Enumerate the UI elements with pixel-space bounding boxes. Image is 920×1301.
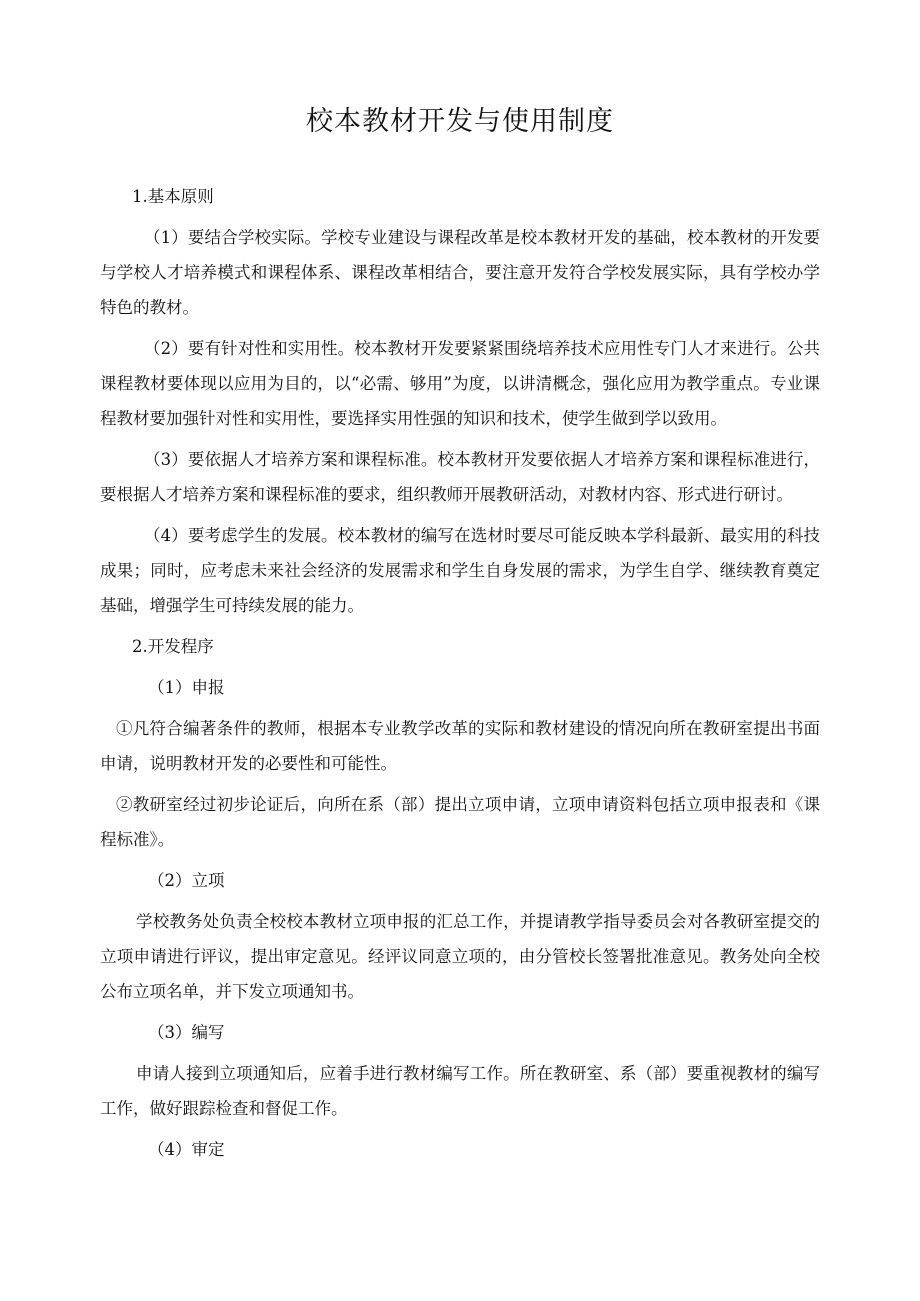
principle-paragraph-3: （3）要依据人才培养方案和课程标准。校本教材开发要依据人才培养方案和课程标准进行，要根据人才培养方案和课程标准的要求，组织教师开展教研活动，对教材内容、形式进行研讨。	[100, 450, 820, 504]
document-body	[100, 179, 820, 1173]
application-paragraph-2: ②教研室经过初步论证后，向所在系（部）提出立项申请，立项申请资料包括立项申报表和《课程标准》。	[100, 795, 820, 849]
principle-paragraph-4: （4）要考虑学生的发展。校本教材的编写在选材时要尽可能反映本学科最新、最实用的科技成果；同时，应考虑未来社会经济的发展需求和学生自身发展的需求，为学生自学、继续教育奠定基础，增强学生可持续发展的能力。	[100, 526, 820, 615]
principle-paragraph-2: （2）要有针对性和实用性。校本教材开发要紧紧围绕培养技术应用性专门人才来进行。公共课程教材要体现以应用为目的，以“必需、够用”为度，以讲清概念，强化应用为教学重点。专业课程教材要加强针对性和实用性，要选择实用性强的知识和技术，使学生做到学以致用。	[100, 339, 820, 428]
application-paragraph-1: ①凡符合编著条件的教师，根据本专业教学改革的实际和教材建设的情况向所在教研室提出书面申请，说明教材开发的必要性和可能性。	[100, 719, 820, 773]
subheading-application: （1）申报	[148, 678, 225, 697]
subheading-project-approval: （2）立项	[148, 871, 225, 890]
principle-paragraph-1: （1）要结合学校实际。学校专业建设与课程改革是校本教材开发的基础，校本教材的开发要与学校人才培养模式和课程体系、课程改革相结合，要注意开发符合学校发展实际，具有学校办学特色的教材。	[100, 228, 820, 317]
subheading-review: （4）审定	[148, 1140, 225, 1159]
section-heading-development-procedure: 2.开发程序	[132, 637, 214, 656]
section-heading-basic-principles: 1.基本原则	[132, 187, 214, 206]
document-title: 校本教材开发与使用制度	[306, 106, 614, 137]
approval-paragraph: 学校教务处负责全校校本教材立项申报的汇总工作，并提请教学指导委员会对各教研室提交的立项申请进行评议，提出审定意见。经评议同意立项的，由分管校长签署批准意见。教务处向全校公布立项名单，并下发立项通知书。	[100, 912, 820, 1001]
subheading-writing: （3）编写	[148, 1023, 225, 1042]
writing-paragraph: 申请人接到立项通知后，应着手进行教材编写工作。所在教研室、系（部）要重视教材的编写工作，做好跟踪检查和督促工作。	[100, 1064, 820, 1118]
